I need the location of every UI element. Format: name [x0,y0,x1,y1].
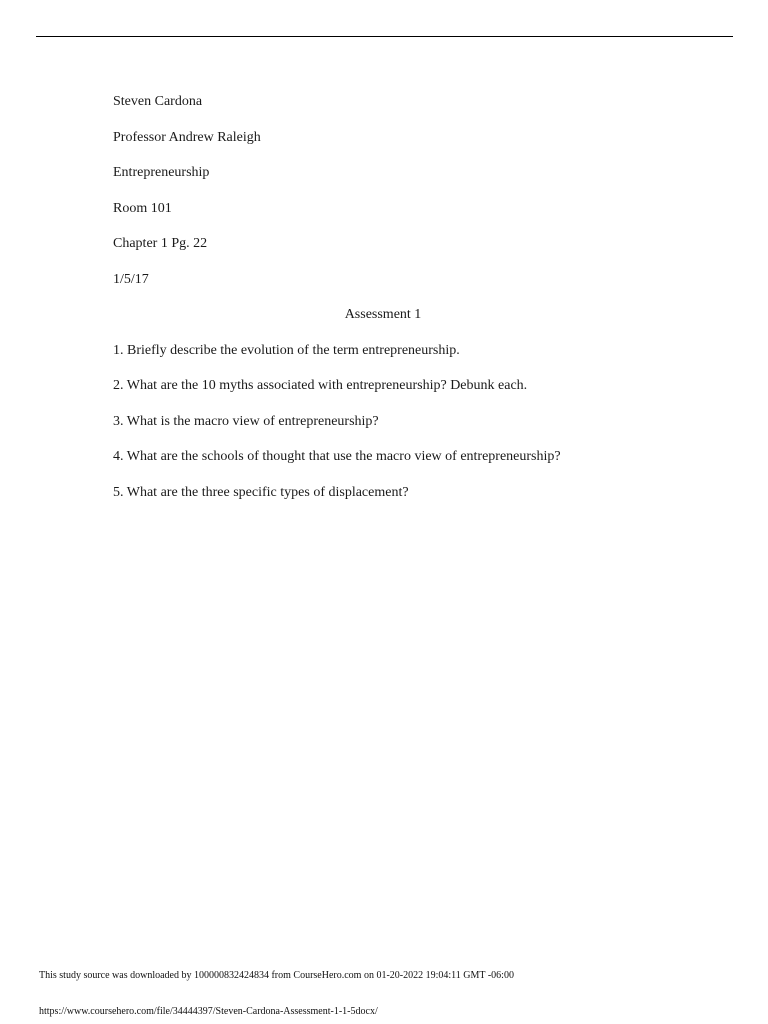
room-number: Room 101 [113,200,172,216]
question-item: 1. Briefly describe the evolution of the term entrepreneurship. [113,342,460,358]
question-item: 3. What is the macro view of entrepreneurship? [113,413,379,429]
source-url[interactable]: https://www.coursehero.com/file/34444397/Steven-Cardona-Assessment-1-1-5docx/ [39,1006,378,1017]
document-body [113,94,653,520]
document-date: 1/5/17 [113,271,149,287]
question-item: 2. What are the 10 myths associated with entrepreneurship? Debunk each. [113,378,528,393]
top-divider [36,36,733,37]
course-name: Entrepreneurship [113,165,210,180]
professor-name: Professor Andrew Raleigh [113,129,261,145]
question-item: 4. What are the schools of thought that use the macro view of entrepreneurship? [113,449,561,464]
assessment-title: Assessment 1 [344,307,422,322]
question-item: 5. What are the three specific types of displacement? [113,484,409,500]
student-name: Steven Cardona [113,94,203,109]
download-notice: This study source was downloaded by 100000832424834 from CourseHero.com on 01-20-2022 19:04:11 GMT -06:00 [39,970,514,981]
chapter-reference: Chapter 1 Pg. 22 [113,236,208,251]
